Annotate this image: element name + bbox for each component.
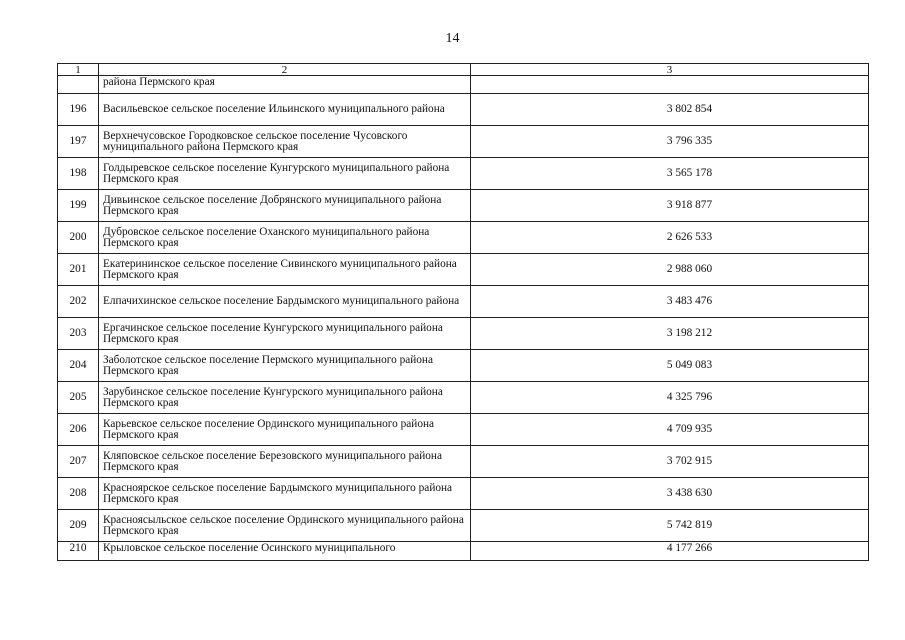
- settlement-name-cell: Карьевское сельское поселение Ординского муниципального района Пермского края: [99, 414, 471, 446]
- row-number-cell: 196: [58, 94, 99, 126]
- row-number-cell: 197: [58, 126, 99, 158]
- continuation-row: [58, 76, 869, 94]
- row-number-cell: 198: [58, 158, 99, 190]
- amount-value: 2 988 060: [666, 263, 713, 275]
- amount-value: 3 438 630: [666, 487, 713, 499]
- table-row: [58, 126, 869, 158]
- amount-value: 3 802 854: [666, 103, 713, 115]
- settlement-name-cell: Верхнечусовское Городковское сельское поселение Чусовского муниципального района Пермского края: [99, 126, 471, 158]
- settlement-name-cell: Красноярское сельское поселение Бардымского муниципального района Пермского края: [99, 478, 471, 510]
- amount-value: 3 198 212: [666, 327, 713, 339]
- row-number-cell: 202: [58, 286, 99, 318]
- settlement-name-cell: Красноясыльское сельское поселение Ординского муниципального района Пермского края: [99, 510, 471, 542]
- amount-cell: [471, 350, 869, 382]
- amount-value: 4 177 266: [666, 542, 713, 554]
- table-row: [58, 318, 869, 350]
- row-number-cell: 207: [58, 446, 99, 478]
- settlement-name-cell: Крыловское сельское поселение Осинского муниципального: [99, 542, 471, 561]
- settlement-name-cell: Васильевское сельское поселение Ильинского муниципального района: [99, 94, 471, 126]
- amount-value: 4 325 796: [666, 391, 713, 403]
- amount-cell: [471, 542, 869, 561]
- table-row: [58, 414, 869, 446]
- amount-cell: [471, 190, 869, 222]
- settlement-name-cell: Голдыревское сельское поселение Кунгурского муниципального района Пермского края: [99, 158, 471, 190]
- settlement-name-cell: Дубровское сельское поселение Оханского муниципального района Пермского края: [99, 222, 471, 254]
- table-row: [58, 446, 869, 478]
- budget-allocation-table: [57, 63, 869, 561]
- row-number-cell: 210: [58, 542, 99, 561]
- table-row-partial: [58, 542, 869, 561]
- settlement-name-cell: Ергачинское сельское поселение Кунгурского муниципального района Пермского края: [99, 318, 471, 350]
- column-number-3: 3: [471, 64, 869, 76]
- table-row: [58, 158, 869, 190]
- settlement-name-cell: Заболотское сельское поселение Пермского муниципального района Пермского края: [99, 350, 471, 382]
- row-number-cell: 204: [58, 350, 99, 382]
- table-row: [58, 94, 869, 126]
- column-number-1: 1: [58, 64, 99, 76]
- amount-cell: [471, 126, 869, 158]
- table-row: [58, 478, 869, 510]
- amount-cell: [471, 76, 869, 94]
- settlement-name-cell: Кляповское сельское поселение Березовского муниципального района Пермского края: [99, 446, 471, 478]
- amount-value: 3 702 915: [666, 455, 713, 467]
- row-number-cell: 206: [58, 414, 99, 446]
- page-number: 14: [445, 31, 460, 46]
- table-row: [58, 510, 869, 542]
- table-row: [58, 382, 869, 414]
- amount-value: 4 709 935: [666, 423, 713, 435]
- amount-value: 5 049 083: [666, 359, 713, 371]
- amount-cell: [471, 254, 869, 286]
- amount-cell: [471, 510, 869, 542]
- amount-cell: [471, 382, 869, 414]
- amount-cell: [471, 446, 869, 478]
- column-number-row: [58, 64, 869, 76]
- row-number-cell: 208: [58, 478, 99, 510]
- table-row: [58, 254, 869, 286]
- amount-value: 3 796 335: [666, 135, 713, 147]
- amount-cell: [471, 94, 869, 126]
- settlement-name-cell: района Пермского края: [99, 76, 471, 94]
- amount-value: 5 742 819: [666, 519, 713, 531]
- row-number-cell: 200: [58, 222, 99, 254]
- amount-value: 3 483 476: [666, 295, 713, 307]
- row-number-cell: 201: [58, 254, 99, 286]
- amount-cell: [471, 414, 869, 446]
- amount-cell: [471, 158, 869, 190]
- row-number-cell: 209: [58, 510, 99, 542]
- row-number-cell: 199: [58, 190, 99, 222]
- table-row: [58, 222, 869, 254]
- amount-cell: [471, 478, 869, 510]
- table-body: [58, 64, 869, 561]
- row-number-cell: 205: [58, 382, 99, 414]
- amount-value: 3 565 178: [666, 167, 713, 179]
- settlement-name-cell: Елпачихинское сельское поселение Бардымского муниципального района: [99, 286, 471, 318]
- settlement-name-cell: Зарубинское сельское поселение Кунгурского муниципального района Пермского края: [99, 382, 471, 414]
- column-number-2: 2: [99, 64, 471, 76]
- amount-value: 3 918 877: [666, 199, 713, 211]
- table-row: [58, 286, 869, 318]
- amount-cell: [471, 286, 869, 318]
- settlement-name-cell: Екатерининское сельское поселение Сивинского муниципального района Пермского края: [99, 254, 471, 286]
- amount-value: 2 626 533: [666, 231, 713, 243]
- settlement-name-cell: Дивьинское сельское поселение Добрянского муниципального района Пермского края: [99, 190, 471, 222]
- amount-cell: [471, 318, 869, 350]
- table-row: [58, 190, 869, 222]
- row-number-cell: 203: [58, 318, 99, 350]
- row-number-cell: [58, 76, 99, 94]
- table-row: [58, 350, 869, 382]
- amount-cell: [471, 222, 869, 254]
